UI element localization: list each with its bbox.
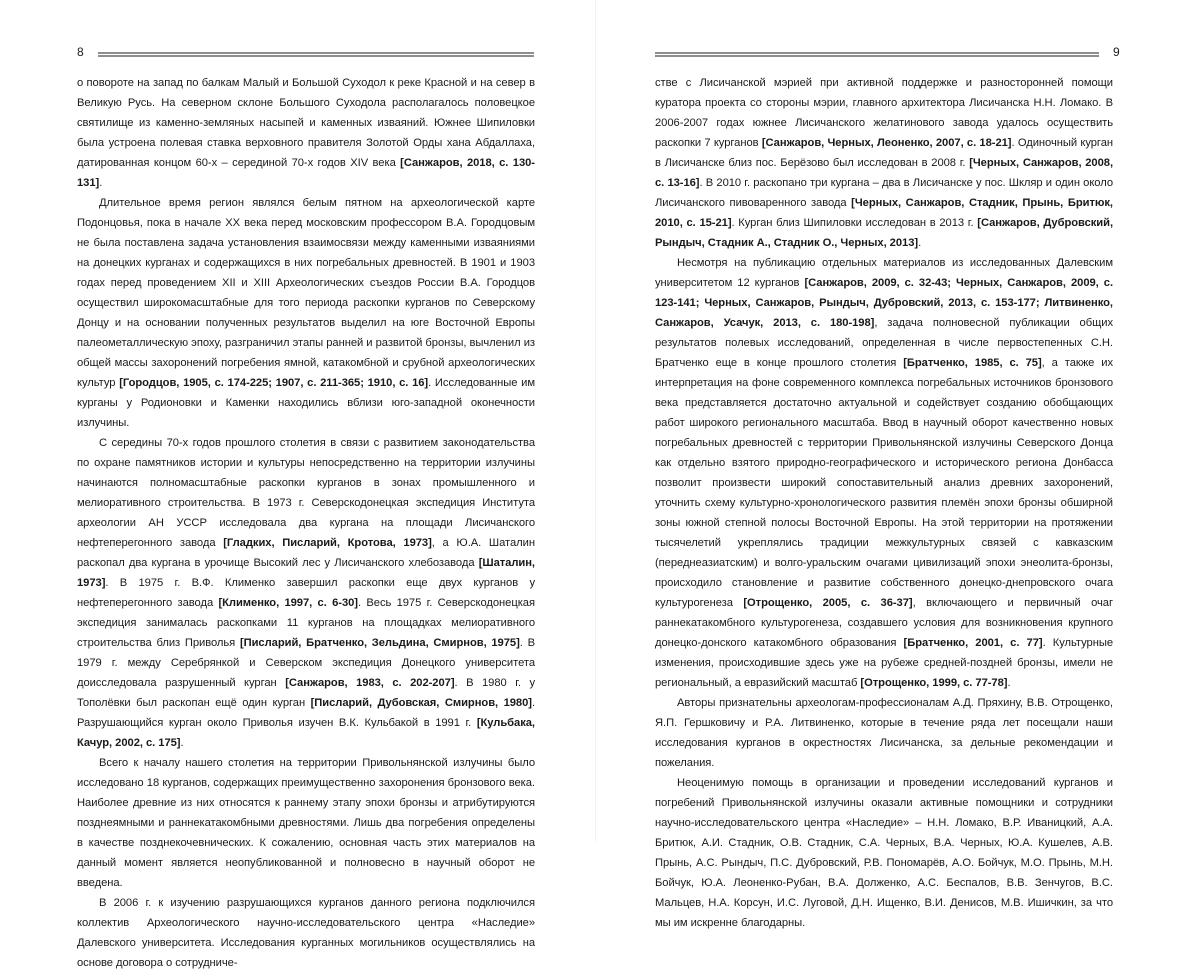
paragraph xyxy=(655,253,1113,693)
citation: [Санжаров, 2009, с. 32-43; Черных, Санжаров, 2009, с. 123-141; Черных, Санжаров, Рындыч, Дубровский, 2013, с. 153-177; Литвиненко, Санжаров, Усачук, 2013, с. 180-198] xyxy=(655,277,1114,329)
left-page-text xyxy=(77,73,535,973)
page-number: 9 xyxy=(1113,45,1120,59)
text-run: . Весь 1975 г. Северскодонецкая экспедиция занималась раскопками 11 курганов на площадках мелиоративного строительства близ Приволья xyxy=(77,597,535,649)
text-run: . Исследованные им курганы у Родионовки и Каменки находились вблизи юго-западной оконечности излучины. xyxy=(77,377,535,429)
header-rule xyxy=(98,52,534,57)
text-run: . xyxy=(180,737,184,749)
text-run: Всего к началу нашего столетия на территории Привольнянской излучины было исследовано 18 курганов, содержащих преимущественно захоронения бронзового века. Наиболее древние из них относятся к раннему этапу эпохи бронзы и атрибутируются позднеямными и раннекатакомбными древностями. Лишь два погребения определены в качестве позднекочевнических. К сожалению, основная часть этих материалов на данный момент является неопубликованной и полновесно в научный оборот не введена. xyxy=(77,757,535,889)
paragraph xyxy=(77,893,535,973)
text-run: . xyxy=(918,237,922,249)
text-run: Авторы признательны археологам-профессионалам А.Д. Пряхину, В.В. Отрощенко, Я.П. Гершковичу и Р.А. Литвиненко, которые в течение ряда лет посещали наши исследования курганов в окрестностях Лисичанска, за дельные рекомендации и пожелания. xyxy=(655,697,1113,769)
citation: [Писларий, Братченко, Зельдина, Смирнов, 1975] xyxy=(239,637,520,649)
text-run: . В 1975 г. В.Ф. Клименко завершил раскопки еще двух курганов у нефтеперегонного завода xyxy=(77,577,535,609)
citation: [Братченко, 2001, с. 77] xyxy=(903,637,1043,649)
right-page xyxy=(596,0,1191,929)
text-run: Неоценимую помощь в организации и проведении исследований курганов и погребений Привольнянской излучины оказали активные помощники и сотрудники научно-исследовательского центра «Наследие» – Н.Н. Ломако, В.Р. Иваницкий, А.А. Бритюк, А.И. Стадник, О.В. Стадник, С.А. Черных, В.А. Черных, Ю.А. Кушелев, А.В. Прынь, А.С. Рындыч, П.С. Дубровский, Р.В. Пономарёв, А.О. Бойчук, М.О. Прынь, М.Н. Бойчук, Ю.А. Леоненко-Рубан, В.А. Долженко, А.С. Беспалов, В.В. Зенчугов, В.С. Мальцев, Н.А. Корсун, И.С. Луговой, Д.Н. Ищенко, В.И. Денисов, М.В. Ишичкин, за что мы им искренне благодарны. xyxy=(655,777,1113,929)
text-run: Длительное время регион являлся белым пятном на археологической карте Подонцовья, пока в начале XX века перед московским профессором В.А. Городцовым не была поставлена задача установления взаимосвязи между каменными изваяниями на донецких курганах и содержащихся в них погребальных древностей. В 1901 и 1903 годах перед проведением XII и XIII Археологических съездов России В.А. Городцов осуществил широкомасштабные для того периода раскопки курганов по Северскому Донцу и на основании полученных результатов выделил на юге Восточной Европы палеометаллическую эпоху, разграничил этапы ранней и развитой бронзы, вычленил из общей массы захоронений погребения ямной, катакомбной и срубной археологических культур xyxy=(77,197,535,389)
citation: [Санжаров, Дубровский, Рындыч, Стадник А., Стадник О., Черных, 2013] xyxy=(655,217,1114,249)
text-run: , задача полновесной публикации общих результатов полевых исследований, определенная в числе первостепенных С.Н. Братченко еще в конце прошлого столетия xyxy=(655,317,1113,369)
citation: [Санжаров, 1983, с. 202-207] xyxy=(285,677,455,689)
text-run: . Курган близ Шипиловки исследован в 2013 г. xyxy=(731,217,978,229)
right-page-text xyxy=(655,73,1113,933)
text-run: . xyxy=(99,177,103,189)
citation: [Братченко, 1985, с. 75] xyxy=(903,357,1042,369)
text-run: , а Ю.А. Шаталин раскопал два кургана в урочище Высокий лес у Лисичанского хлебозавода xyxy=(77,537,535,569)
text-run: . Одиночный курган в Лисичанске близ пос. Берёзово был исследован в 2008 г. xyxy=(655,137,1114,169)
citation: [Городцов, 1905, с. 174-225; 1907, с. 211-365; 1910, с. 16] xyxy=(119,377,429,389)
header-rule xyxy=(655,52,1099,57)
paragraph xyxy=(655,693,1113,773)
citation: [Отрощенко, 1999, с. 77-78] xyxy=(860,677,1008,689)
text-run: . Разрушающийся курган около Приволья изучен В.К. Кульбакой в 1991 г. xyxy=(77,697,535,729)
citation: [Писларий, Дубовская, Смирнов, 1980] xyxy=(310,697,532,709)
paragraph xyxy=(655,73,1113,253)
text-run: , включающего и первичный очаг раннекатакомбного культурогенеза, создавшего условия для возникновения крупного донецко-донского катакомбного образования xyxy=(655,597,1114,649)
text-run: . В 2010 г. раскопано три кургана – два в Лисичанске у пос. Шкляр и один около Лисичанского пивоваренного завода xyxy=(655,177,1114,209)
citation: [Черных, Санжаров, 2008, с. 13-16] xyxy=(655,157,1114,189)
citation: [Шаталин, 1973] xyxy=(77,557,535,589)
citation: [Отрощенко, 2005, с. 36-37] xyxy=(743,597,913,609)
citation: [Черных, Санжаров, Стадник, Прынь, Бритюк, 2010, с. 15-21] xyxy=(655,197,1113,229)
text-run: . Культурные изменения, происходившие здесь уже на рубеже средней-поздней бронзы, имели не региональный, а евразийский масштаб xyxy=(655,637,1114,689)
text-run: , а также их интерпретация на фоне современного комплекса погребальных источников бронзового века представляется достаточно актуальной и содействует созданию обобщающих работ широкого регионального масштаба. Ввод в научный оборот качественно новых погребальных древностей с территории Привольнянской излучины Северского Донца как отдельно взятого природно-географического и исторического региона Донбасса позволит произвести широкий сопоставительный анализ древних захоронений, уточнить схему культурно-хронологического развития племён эпохи бронзы обширной зоны южной степной полосы Восточной Европы. На этой территории на протяжении тысячелетий укреплялись традиции межкультурных связей с кавказским (переднеазиатским) и волго-уральским очагами цивилизаций эпохи энеолита-бронзы, происходило становление и развитие собственного донецко-днепровского очага культурогенеза xyxy=(655,357,1114,609)
text-run: стве с Лисичанской мэрией при активной поддержке и разносторонней помощи куратора проекта со стороны мэрии, главного архитектора Лисичанска Н.Н. Ломако. В 2006-2007 годах южнее Лисичанского желатинового завода удалось осуществить раскопки 7 курганов xyxy=(655,77,1113,149)
citation: [Санжаров, 2018, с. 130-131] xyxy=(77,157,535,189)
paragraph xyxy=(77,753,535,893)
citation: [Санжаров, Черных, Леоненко, 2007, с. 18-21] xyxy=(761,137,1012,149)
text-run: . xyxy=(1007,677,1011,689)
text-run: . В 1979 г. между Серебрянкой и Северском экспедиция Донецкого университета доисследовала разрушенный курган xyxy=(77,637,535,689)
paragraph xyxy=(77,73,535,193)
paragraph xyxy=(655,773,1113,933)
citation: [Кульбака, Качур, 2002, с. 175] xyxy=(77,717,535,749)
paragraph xyxy=(77,193,535,433)
text-run: . В 1980 г. у Тополёвки был раскопан ещё один курган xyxy=(77,677,535,709)
text-run: С середины 70-х годов прошлого столетия в связи с развитием законодательства по охране памятников истории и культуры непосредственно на территории излучины начинаются полномасштабные раскопки курганов в зонах промышленного и мелиоративного строительства. В 1973 г. Северскодонецкая экспедиция Института археологии АН УССР исследовала два кургана на площади Лисичанского нефтеперегонного завода xyxy=(77,437,535,549)
text-run: о повороте на запад по балкам Малый и Большой Суходол к реке Красной и на север в Великую Русь. На северном склоне Большого Суходола располагалось половецкое святилище из каменно-земляных насыпей и каменных изваяний. Южнее Шипиловки была устроена полевая ставка верховного правителя Золотой Орды хана Абдаллаха, датированная концом 60-х – серединой 70-х годов XIV века xyxy=(77,77,535,169)
page-number: 8 xyxy=(77,45,84,59)
paragraph xyxy=(77,433,535,753)
text-run: В 2006 г. к изучению разрушающихся курганов данного региона подключился коллектив Археологического научно-исследовательского центра «Наследие» Далевского университета. Исследования курганных могильников осуществлялись на основе договора о сотрудниче- xyxy=(77,897,535,969)
citation: [Гладких, Писларий, Кротова, 1973] xyxy=(223,537,432,549)
left-page xyxy=(0,0,595,969)
text-run: Несмотря на публикацию отдельных материалов из исследованных Далевским университетом 12 курганов xyxy=(655,257,1113,289)
citation: [Клименко, 1997, с. 6-30] xyxy=(218,597,358,609)
